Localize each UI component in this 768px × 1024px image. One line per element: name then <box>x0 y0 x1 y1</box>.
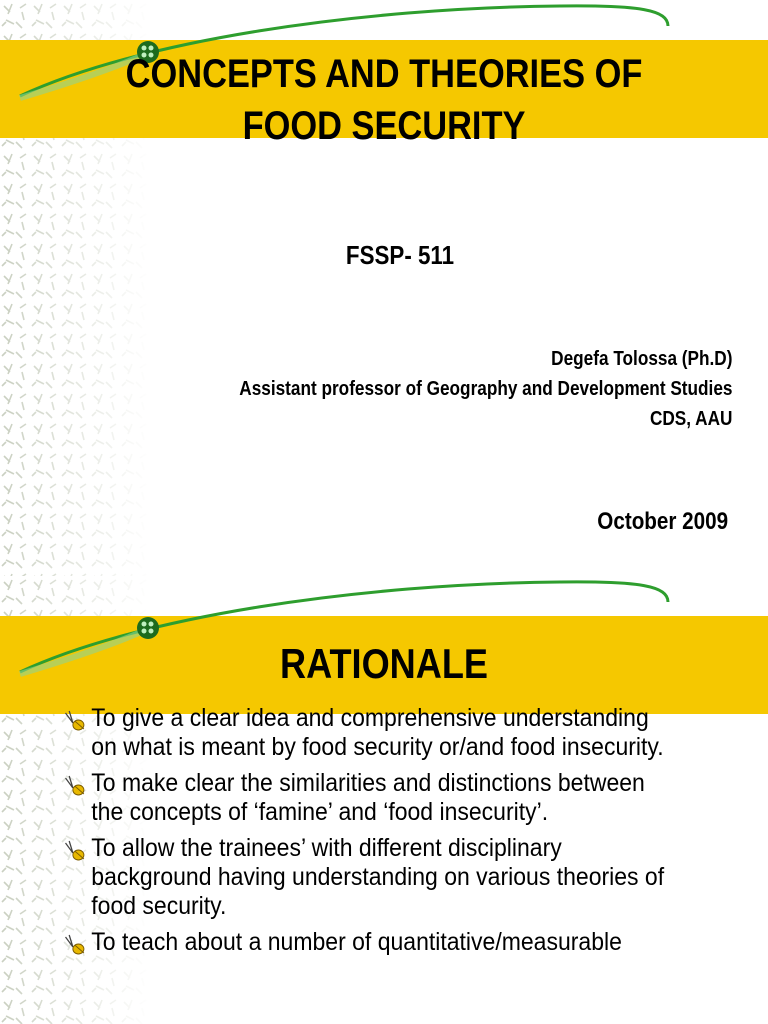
author-block <box>239 344 732 434</box>
bullet-text: To make clear the similarities and distinctions between the concepts of ‘famine’ and ‘food insecurity’. <box>91 769 645 826</box>
rationale-slide <box>0 576 768 1024</box>
list-item <box>60 834 680 921</box>
slide-title-line2: FOOD SECURITY <box>242 104 526 148</box>
slide-title <box>54 48 714 152</box>
rationale-list <box>60 704 740 964</box>
presentation-date: October 2009 <box>597 508 728 535</box>
author-position: Assistant professor of Geography and Development Studies <box>238 378 732 400</box>
author-name: Degefa Tolossa (Ph.D) <box>550 348 732 370</box>
course-code: FSSP- 511 <box>345 240 455 270</box>
bullet-text: To teach about a number of quantitative/measurable <box>91 928 622 956</box>
slide-title: RATIONALE <box>279 640 489 687</box>
dragonfly-icon <box>64 709 88 733</box>
slide-title-line1: CONCEPTS AND THEORIES OF <box>125 52 643 96</box>
dragonfly-icon <box>64 839 88 863</box>
bullet-text: To allow the trainees’ with different disciplinary background having understanding on various theories of food security. <box>91 834 665 920</box>
bullet-text: To give a clear idea and comprehensive understanding on what is meant by food security or/and food insecurity. <box>91 704 664 761</box>
dragonfly-icon <box>64 774 88 798</box>
dragonfly-icon <box>64 933 88 957</box>
list-item <box>60 704 680 762</box>
list-item <box>60 928 680 957</box>
list-item <box>60 769 680 827</box>
author-affiliation: CDS, AAU <box>649 408 732 430</box>
